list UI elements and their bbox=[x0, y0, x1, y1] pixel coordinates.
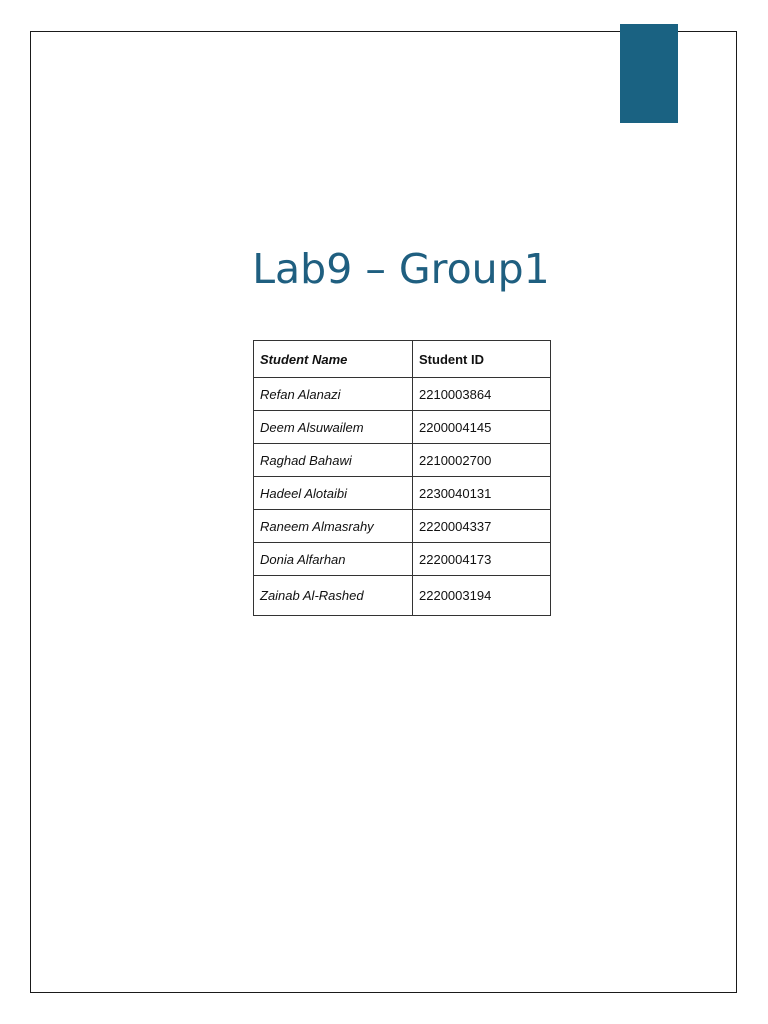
table-row bbox=[254, 576, 551, 616]
student-table bbox=[253, 340, 551, 616]
table-header-row bbox=[254, 341, 551, 378]
table-row bbox=[254, 378, 551, 411]
accent-block bbox=[620, 24, 678, 123]
student-id-cell: 2230040131 bbox=[413, 477, 551, 510]
student-id-cell: 2210003864 bbox=[413, 378, 551, 411]
table-row bbox=[254, 444, 551, 477]
header-student-id: Student ID bbox=[413, 341, 551, 378]
student-name-cell: Zainab Al-Rashed bbox=[254, 576, 413, 616]
table-row bbox=[254, 477, 551, 510]
student-name-cell: Raneem Almasrahy bbox=[254, 510, 413, 543]
student-id-cell: 2200004145 bbox=[413, 411, 551, 444]
header-student-name: Student Name bbox=[254, 341, 413, 378]
table-row bbox=[254, 411, 551, 444]
student-name-cell: Hadeel Alotaibi bbox=[254, 477, 413, 510]
student-name-cell: Raghad Bahawi bbox=[254, 444, 413, 477]
table-row bbox=[254, 510, 551, 543]
document-title: Lab9 – Group1 bbox=[252, 245, 550, 293]
student-id-cell: 2220003194 bbox=[413, 576, 551, 616]
student-name-cell: Refan Alanazi bbox=[254, 378, 413, 411]
student-id-cell: 2210002700 bbox=[413, 444, 551, 477]
student-name-cell: Donia Alfarhan bbox=[254, 543, 413, 576]
table-row bbox=[254, 543, 551, 576]
student-id-cell: 2220004173 bbox=[413, 543, 551, 576]
student-name-cell: Deem Alsuwailem bbox=[254, 411, 413, 444]
student-id-cell: 2220004337 bbox=[413, 510, 551, 543]
